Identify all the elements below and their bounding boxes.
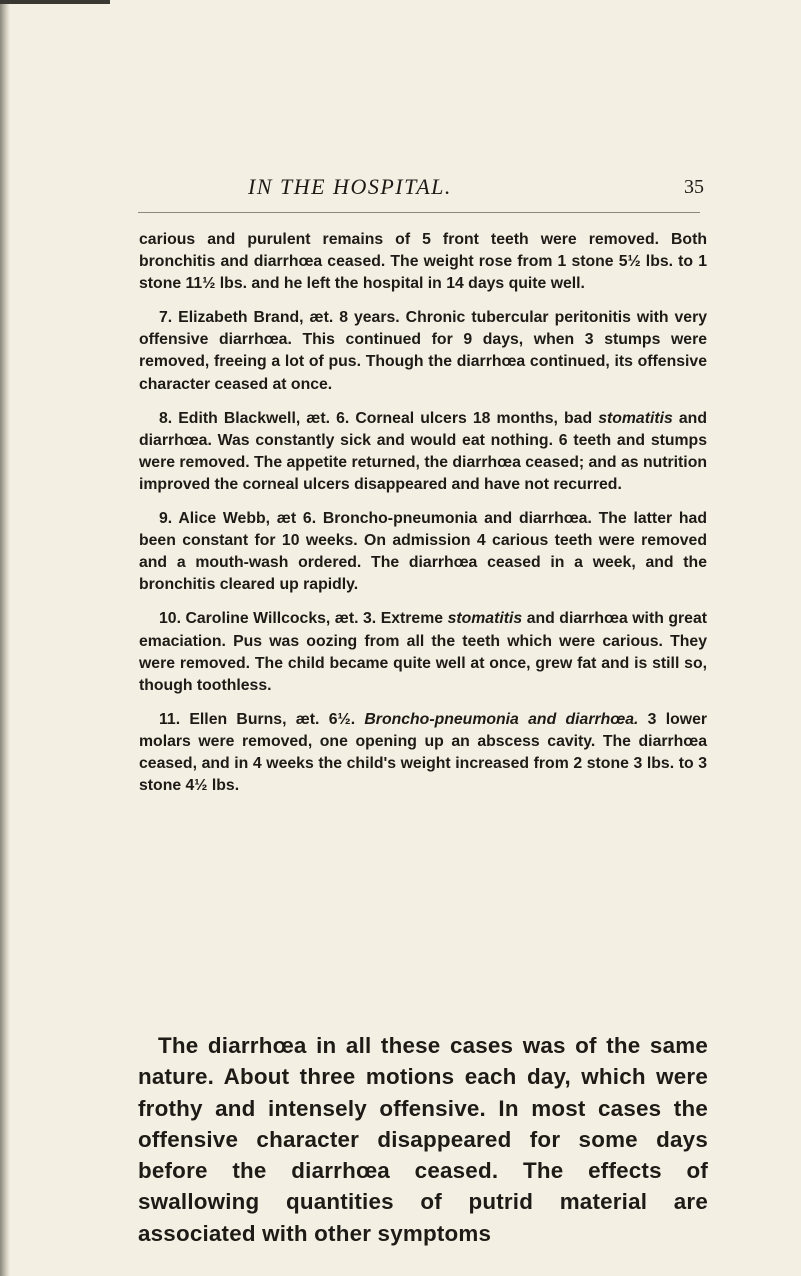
case-italic: stomatitis bbox=[598, 409, 673, 427]
case-text: and diarrhœa with great emaciation. Pus was oozing from all the teeth which were carious. They were removed. The child became quite well at once, grew fat and is still so, though toothless. bbox=[139, 610, 707, 694]
case-text: 11. Ellen Burns, æt. 6½. bbox=[159, 710, 365, 728]
running-title: IN THE HOSPITAL. bbox=[248, 174, 452, 199]
case-italic: Broncho-pneumonia and diarrhœa. bbox=[364, 710, 639, 728]
closing-paragraph: The diarrhœa in all these cases was of the same nature. About three motions each day, which were frothy and intensely offensive. In most cases the offensive character disappeared for some days before the diarrhœa ceased. The effects of swallowing quantities of putrid material are associated with other symptoms bbox=[138, 1033, 708, 1246]
body-text bbox=[138, 1030, 708, 1249]
case-text: 10. Caroline Willcocks, æt. 3. Extreme bbox=[159, 610, 448, 628]
header-rule bbox=[138, 212, 700, 213]
binding-mark bbox=[0, 0, 110, 4]
case-paragraph bbox=[139, 508, 707, 596]
case-text: 8. Edith Blackwell, æt. 6. Corneal ulcers 18 months, bad bbox=[159, 409, 599, 427]
case-text: 9. Alice Webb, æt 6. Broncho-pneumonia and diarrhœa. The latter had been constant for 10 weeks. On admission 4 carious teeth were removed and a mouth-wash ordered. The diarrhœa ceased in a week, and the bronchitis cleared up rapidly. bbox=[139, 510, 707, 594]
case-paragraph bbox=[139, 408, 707, 496]
case-paragraph bbox=[139, 307, 707, 395]
case-text: and diarrhœa. Was constantly sick and would eat nothing. 6 teeth and stumps were removed. The appetite returned, the diarrhœa ceased; and as nutrition improved the corneal ulcers disappeared and have not recurred. bbox=[139, 409, 707, 493]
case-notes bbox=[139, 229, 707, 809]
case-paragraph bbox=[139, 608, 707, 696]
case-text: 7. Elizabeth Brand, æt. 8 years. Chronic tubercular peritonitis with very offensive diarrhœa. This continued for 9 days, when 3 stumps were removed, freeing a lot of pus. Though the diarrhœa continued, its offensive character ceased at once. bbox=[139, 309, 707, 393]
running-head bbox=[0, 174, 801, 204]
continuation-paragraph: carious and purulent remains of 5 front teeth were removed. Both bronchitis and diarrhœa ceased. The weight rose from 1 stone 5½ lbs. to 1 stone 11½ lbs. and he left the hospital in 14 days quite well. bbox=[139, 231, 707, 293]
page-number: 35 bbox=[684, 176, 704, 198]
case-italic: stomatitis bbox=[447, 610, 523, 628]
case-text: 3 lower molars were removed, one opening up an abscess cavity. The diarrhœa ceased, and in 4 weeks the child's weight increased from 2 stone 3 lbs. to 3 stone 4½ lbs. bbox=[139, 710, 708, 795]
case-paragraph bbox=[139, 709, 707, 797]
